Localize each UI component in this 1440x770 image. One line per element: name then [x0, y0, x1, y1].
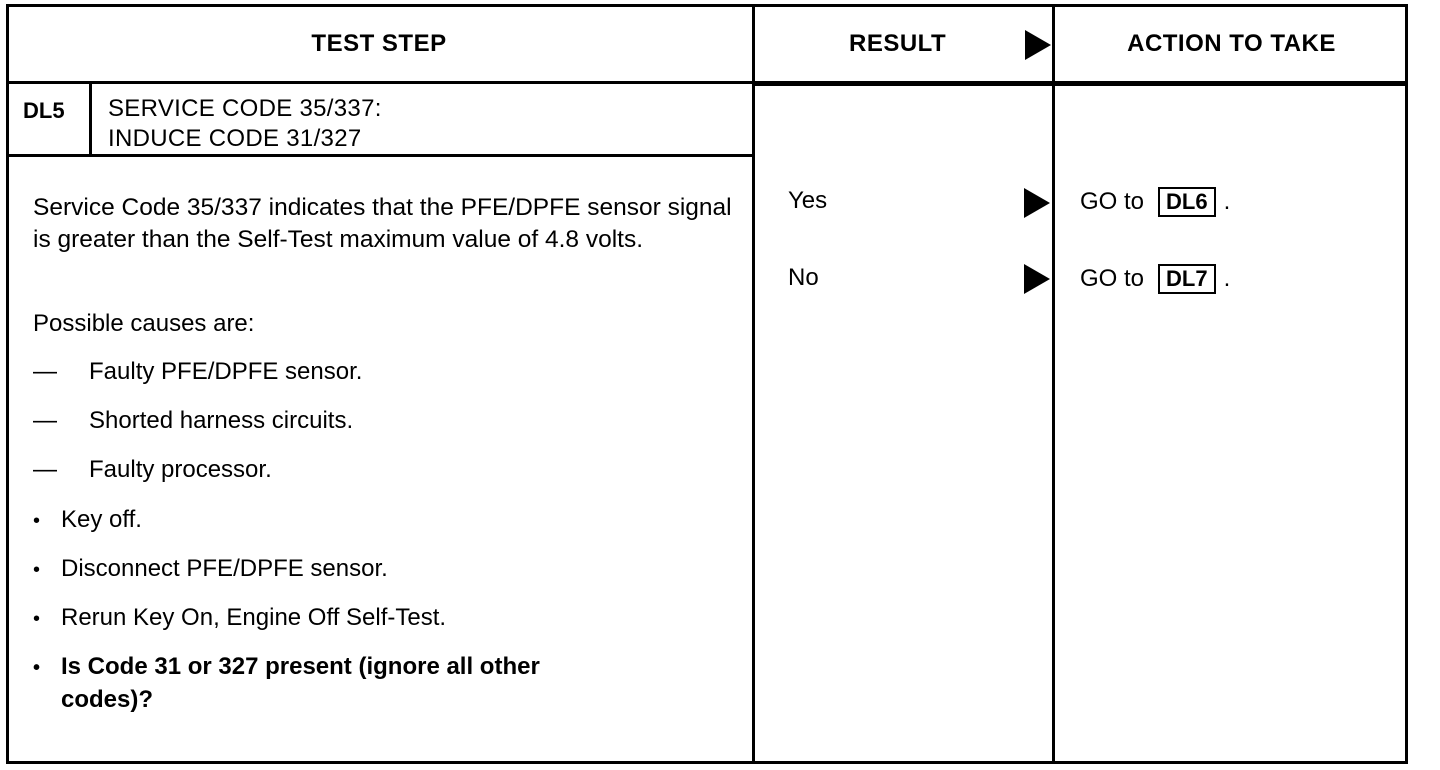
bullet-icon: •: [33, 559, 41, 581]
result-yes-arrow-icon: [1024, 188, 1050, 218]
step-title-line-2: INDUCE CODE 31/327: [108, 125, 362, 152]
cause-item: [33, 405, 353, 437]
action-no: [1080, 264, 1230, 294]
step-title-line-1: SERVICE CODE 35/337:: [108, 95, 382, 122]
bullet-icon: •: [33, 510, 41, 532]
action-yes: [1080, 187, 1230, 217]
header-test-step-label: TEST STEP: [311, 30, 447, 57]
column-divider-teststep: [752, 4, 755, 764]
header-result-label: RESULT: [849, 30, 947, 57]
result-no-arrow-icon: [1024, 264, 1050, 294]
dash-icon: —: [33, 456, 57, 483]
column-divider-result: [1052, 4, 1055, 764]
step-text: Rerun Key On, Engine Off Self-Test.: [61, 604, 447, 631]
action-no-suffix: .: [1223, 265, 1231, 292]
bullet-icon: •: [33, 657, 41, 679]
header-result: [755, 4, 1052, 84]
action-yes-text: GO to: [1080, 188, 1145, 215]
question-item: [33, 651, 540, 716]
step-id: DL5: [23, 98, 65, 123]
ref-dl6-link[interactable]: DL6: [1158, 187, 1216, 217]
step-text: Disconnect PFE/DPFE sensor.: [61, 555, 388, 582]
subheader-divider: [755, 84, 1408, 86]
cause-text: Faulty PFE/DPFE sensor.: [89, 358, 363, 385]
cause-text: Faulty processor.: [89, 456, 272, 483]
cause-text: Shorted harness circuits.: [89, 407, 354, 434]
step-text: Key off.: [61, 506, 142, 533]
question-text-line-1: Is Code 31 or 327 present (ignore all other: [61, 653, 540, 680]
bullet-icon: •: [33, 608, 41, 630]
step-item: [33, 602, 446, 635]
result-yes: Yes: [788, 187, 828, 214]
step-title: [108, 94, 382, 154]
header-arrow-icon: [1025, 30, 1051, 60]
step-title-divider: [6, 154, 755, 157]
step-item: [33, 504, 142, 537]
step-item: [33, 553, 388, 586]
ref-dl7-link[interactable]: DL7: [1158, 264, 1216, 294]
result-no: No: [788, 264, 819, 291]
causes-heading: Possible causes are:: [33, 310, 255, 337]
header-action: [1055, 4, 1408, 84]
cause-item: [33, 454, 272, 486]
question-text-line-2: codes)?: [61, 686, 154, 713]
header-action-label: ACTION TO TAKE: [1127, 30, 1336, 57]
action-yes-suffix: .: [1223, 188, 1231, 215]
step-id-divider: [89, 84, 92, 156]
header-test-step: [6, 4, 752, 84]
cause-item: [33, 356, 362, 388]
dash-icon: —: [33, 407, 57, 434]
action-no-text: GO to: [1080, 265, 1145, 292]
step-description: Service Code 35/337 indicates that the PFE/DPFE sensor signal is greater than the Self-Test maximum value of 4.8 volts.: [33, 194, 732, 253]
dash-icon: —: [33, 358, 57, 385]
